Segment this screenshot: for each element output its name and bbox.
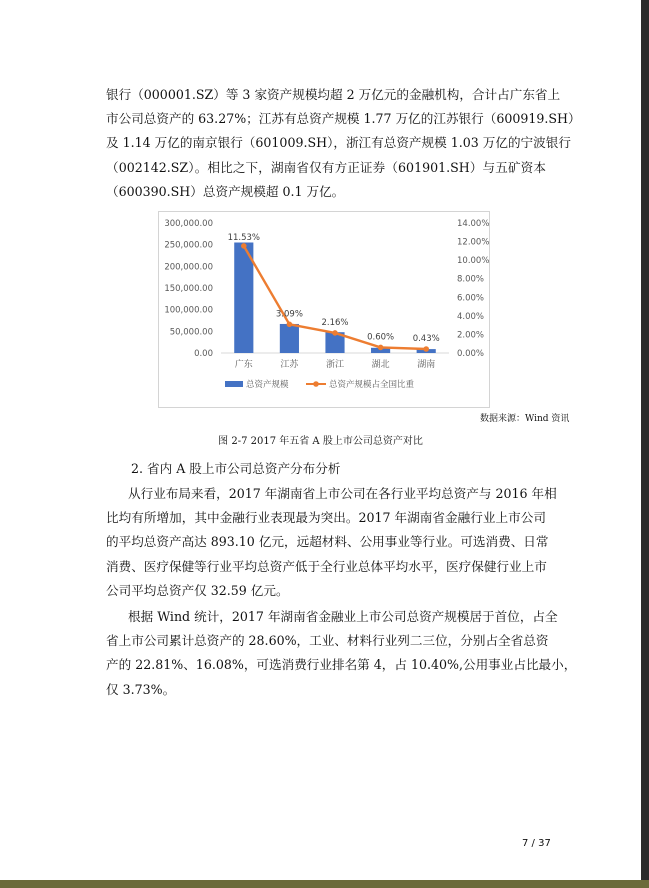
y2-tick-label: 0.00% [457,349,485,359]
line-point [378,345,384,351]
page-number: 7 / 37 [522,838,551,849]
total-assets-chart [158,211,490,408]
text-line: 省上市公司累计总资产的 28.60%，工业、材料行业列二三位，分别占全省总资 [106,633,549,649]
section-heading: 2. 省内 A 股上市公司总资产分布分析 [131,461,341,476]
x-tick-label: 广东 [234,360,253,370]
y2-tick-label: 4.00% [457,311,485,322]
figure-caption: 图 2-7 2017 年五省 A 股上市公司总资产对比 [218,436,423,447]
line-point [332,330,338,336]
data-label: 0.43% [412,334,440,345]
y2-tick-label: 2.00% [457,330,485,341]
text-line: 产的 22.81%、16.08%，可选消费行业排名第 4，占 10.40%,公用事业占比最小， [106,657,577,673]
viewer-edge [641,0,649,888]
paragraph-industry-layout [106,482,557,603]
legend-line-marker [313,381,319,387]
x-tick-label: 湖南 [417,360,436,370]
data-label: 3.09% [275,309,303,320]
y-tick-label: 150,000.00 [164,284,213,294]
data-label: 2.16% [321,317,349,328]
viewer-bottom-edge [0,880,649,888]
text-line: 消费、医疗保健等行业平均总资产低于全行业总体平均水平，医疗保健行业上市 [106,558,547,574]
text-line: 公司平均总资产仅 32.59 亿元。 [106,582,289,598]
y2-tick-label: 10.00% [457,256,489,267]
legend-label: 总资产规模占全国比重 [329,380,415,390]
paragraph-banks [106,83,581,204]
line-point [423,346,429,352]
text-line: 比均有所增加，其中金融行业表现最为突出。2017 年湖南省金融行业上市公司 [106,510,546,526]
text-line: 根据 Wind 统计，2017 年湖南省金融业上市公司总资产规模居于首位，占全 [128,609,558,624]
text-line: 的平均总资产高达 893.10 亿元，远超材料、公用事业等行业。可选消费、日常 [106,534,549,550]
y2-tick-label: 12.00% [457,237,489,248]
x-tick-label: 浙江 [325,360,345,370]
x-tick-label: 江苏 [280,360,299,370]
y-tick-label: 250,000.00 [164,240,213,251]
line-point [287,322,293,328]
text-line: 市公司总资产的 63.27%；江苏有总资产规模 1.77 万亿的江苏银行（600919.SH） [106,111,581,127]
legend-label: 总资产规模 [246,380,289,390]
y-tick-label: 100,000.00 [164,305,213,316]
y2-tick-label: 6.00% [457,293,485,304]
text-line: （600390.SH）总资产规模超 0.1 万亿。 [106,183,345,199]
chart-canvas [159,212,489,407]
text-line: 仅 3.73%。 [106,681,176,697]
data-label: 11.53% [227,232,261,243]
text-line: 及 1.14 万亿的南京银行（601009.SH），浙江有总资产规模 1.03 万亿的宁波银行 [106,135,571,151]
y-tick-label: 0.00 [194,349,213,359]
source-note: 数据来源：Wind 资讯 [480,414,570,424]
y2-tick-label: 8.00% [457,274,485,285]
x-tick-label: 湖北 [371,360,390,370]
y-tick-label: 300,000.00 [164,219,213,229]
y2-tick-label: 14.00% [457,219,489,229]
bar [280,324,299,353]
paragraph-wind-statistics [106,605,577,702]
data-label: 0.60% [367,332,395,343]
line-point [241,243,247,249]
text-line: 银行（000001.SZ）等 3 家资产规模均超 2 万亿元的金融机构，合计占广东省上 [106,87,561,102]
text-line: 从行业布局来看，2017 年湖南省上市公司在各行业平均总资产与 2016 年相 [128,486,557,501]
text-line: （002142.SZ）。相比之下，湖南省仅有方正证券（601901.SH）与五矿资本 [106,159,546,175]
y-tick-label: 50,000.00 [169,327,213,338]
y-tick-label: 200,000.00 [164,262,213,273]
legend-bar-swatch [225,381,243,387]
